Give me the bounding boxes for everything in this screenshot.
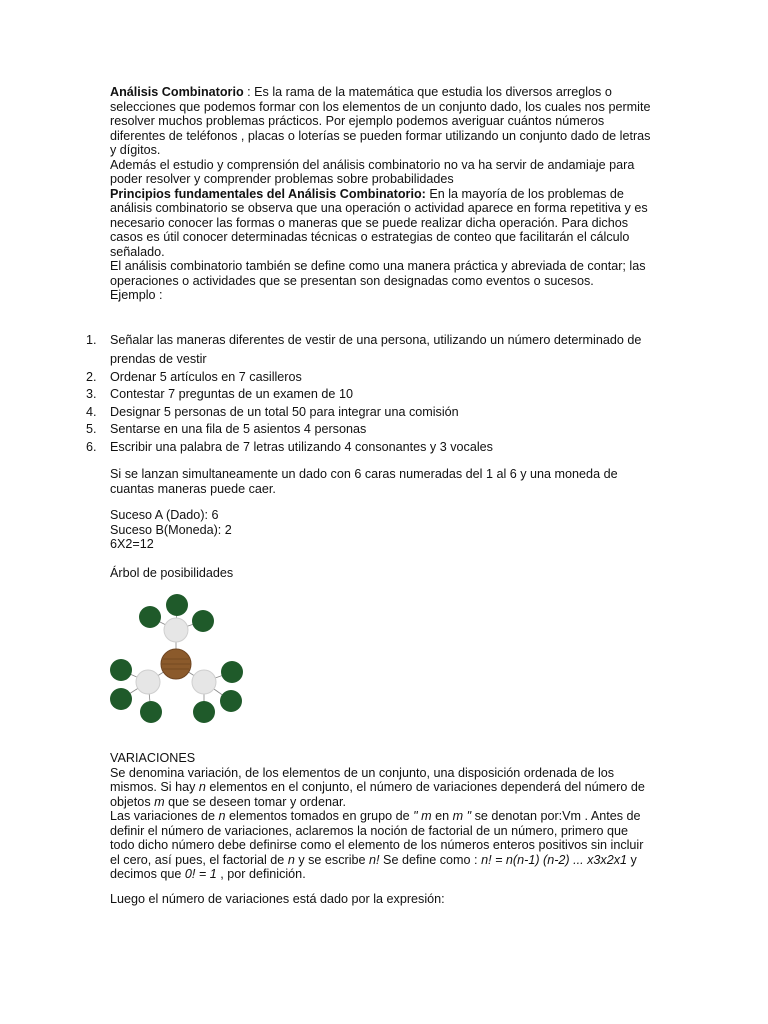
intro-paragraph bbox=[110, 85, 655, 303]
principles-text: En la mayoría de los problemas de análisis combinatorio se observa que una operación o actividad aparece en forma repetitiva y es necesario conocer las formas o maneras que se puede realizar dicha operación. Para dichos casos es útil conocer determinadas técnicas o estrategias de conteo que facilitarán el cálculo señalado. bbox=[110, 186, 648, 259]
list-item bbox=[86, 421, 686, 438]
list-item bbox=[86, 404, 686, 421]
variable-m: m bbox=[154, 794, 165, 809]
coin-node bbox=[166, 594, 188, 616]
events-block bbox=[110, 508, 655, 552]
variaciones-text: y se escribe bbox=[294, 852, 366, 867]
factorial-symbol: n! bbox=[369, 852, 380, 867]
variaciones-text: Se define como : bbox=[379, 852, 478, 867]
coin-node bbox=[110, 688, 132, 710]
intro-text-3: El análisis combinatorio también se define como una manera práctica y abreviada de contar; las operaciones o actividades que se presentan son designadas como eventos o sucesos. bbox=[110, 259, 646, 288]
list-text: Señalar las maneras diferentes de vestir de una persona, utilizando un número determinado de prendas de vestir bbox=[110, 333, 642, 366]
list-text: Ordenar 5 artículos en 7 casilleros bbox=[110, 370, 302, 384]
factorial-formula: n! = n(n-1) (n-2) ... x3x2x1 bbox=[481, 852, 627, 867]
variaciones-text: elementos en el conjunto, el número de variaciones dependerá del número de objetos bbox=[110, 780, 645, 809]
coin-node bbox=[110, 659, 132, 681]
variaciones-text: Las variaciones de bbox=[110, 809, 216, 823]
list-number: 1. bbox=[86, 333, 97, 347]
variable-m-quoted: m " bbox=[449, 809, 472, 823]
list-item bbox=[86, 386, 686, 403]
variaciones-text: que se deseen tomar y ordenar. bbox=[164, 794, 346, 809]
event-a: Suceso A (Dado): 6 bbox=[110, 508, 219, 522]
variaciones-heading: VARIACIONES bbox=[110, 751, 196, 765]
list-text: Designar 5 personas de un total 50 para integrar una comisión bbox=[110, 404, 459, 419]
die-node bbox=[192, 670, 216, 694]
coin-node bbox=[193, 701, 215, 723]
intro-text-2: Además el estudio y comprensión del análisis combinatorio no va ha servir de andamiaje para poder resolver y comprender problemas sobre probabilidades bbox=[110, 157, 635, 186]
variaciones-text: , por definición. bbox=[216, 867, 306, 881]
intro-text-1: : Es la rama de la matemática que estudia los diversos arreglos o selecciones que podemos formar con los elementos de un conjunto dado, los cuales nos permite resolver muchos problemas prácticos. Por ejemplo podemos averiguar cuántos números diferentes de teléfonos , placas o loterías se pueden formar utilizando un conjunto dado de letras y dígitos. bbox=[110, 85, 651, 157]
coin-node bbox=[192, 610, 214, 632]
list-number: 3. bbox=[86, 387, 97, 402]
coin-node bbox=[220, 690, 242, 712]
coin-node bbox=[221, 661, 243, 683]
zero-factorial: 0! = 1 bbox=[184, 867, 217, 881]
variable-n: n bbox=[218, 809, 226, 823]
list-item bbox=[86, 369, 686, 386]
variable-n: n bbox=[198, 780, 206, 794]
principles-title: Principios fundamentales del Análisis Combinatorio: bbox=[110, 186, 426, 201]
list-text: Contestar 7 preguntas de un examen de 10 bbox=[110, 387, 353, 402]
tree-label: Árbol de posibilidades bbox=[110, 566, 234, 580]
list-number: 4. bbox=[86, 404, 97, 419]
variaciones-text: se denotan por:Vm . Antes de definir el número de variaciones, aclaremos la noción de factorial de un número, primero que todo dicho número debe definirse como el elemento de los números enteros positivos sin incluir el cero, así pues, el factorial de bbox=[110, 809, 644, 867]
list-item bbox=[86, 331, 686, 369]
intro-title: Análisis Combinatorio bbox=[110, 85, 244, 99]
possibility-tree-diagram bbox=[104, 590, 254, 725]
variable-n: n bbox=[287, 852, 295, 867]
list-text: Escribir una palabra de 7 letras utilizando 4 consonantes y 3 vocales bbox=[110, 439, 493, 454]
coin-node bbox=[140, 701, 162, 723]
list-item bbox=[86, 439, 686, 456]
die-node bbox=[164, 618, 188, 642]
example-label: Ejemplo : bbox=[110, 288, 163, 302]
variaciones-text: en bbox=[431, 809, 450, 823]
variaciones-section bbox=[110, 751, 655, 882]
variaciones-text: Se denomina variación, de los elementos de un conjunto, una disposición ordenada de los mismos. Si hay bbox=[110, 765, 615, 794]
coin-node bbox=[139, 606, 161, 628]
variaciones-conclusion: Luego el número de variaciones está dado por la expresión: bbox=[110, 892, 445, 906]
variable-m-quoted: " m bbox=[409, 809, 432, 823]
die-node bbox=[136, 670, 160, 694]
examples-list bbox=[86, 331, 686, 456]
list-number: 6. bbox=[86, 439, 97, 454]
event-b: Suceso B(Moneda): 2 bbox=[110, 522, 232, 537]
dice-problem: Si se lanzan simultaneamente un dado con 6 caras numeradas del 1 al 6 y una moneda de cuantas maneras puede caer. bbox=[110, 467, 618, 496]
list-number: 2. bbox=[86, 370, 97, 384]
variaciones-text: elementos tomados en grupo de bbox=[225, 809, 410, 823]
list-number: 5. bbox=[86, 422, 97, 437]
event-result: 6X2=12 bbox=[110, 537, 154, 551]
list-text: Sentarse en una fila de 5 asientos 4 personas bbox=[110, 422, 367, 437]
variaciones-text: y decimos que bbox=[110, 852, 637, 881]
